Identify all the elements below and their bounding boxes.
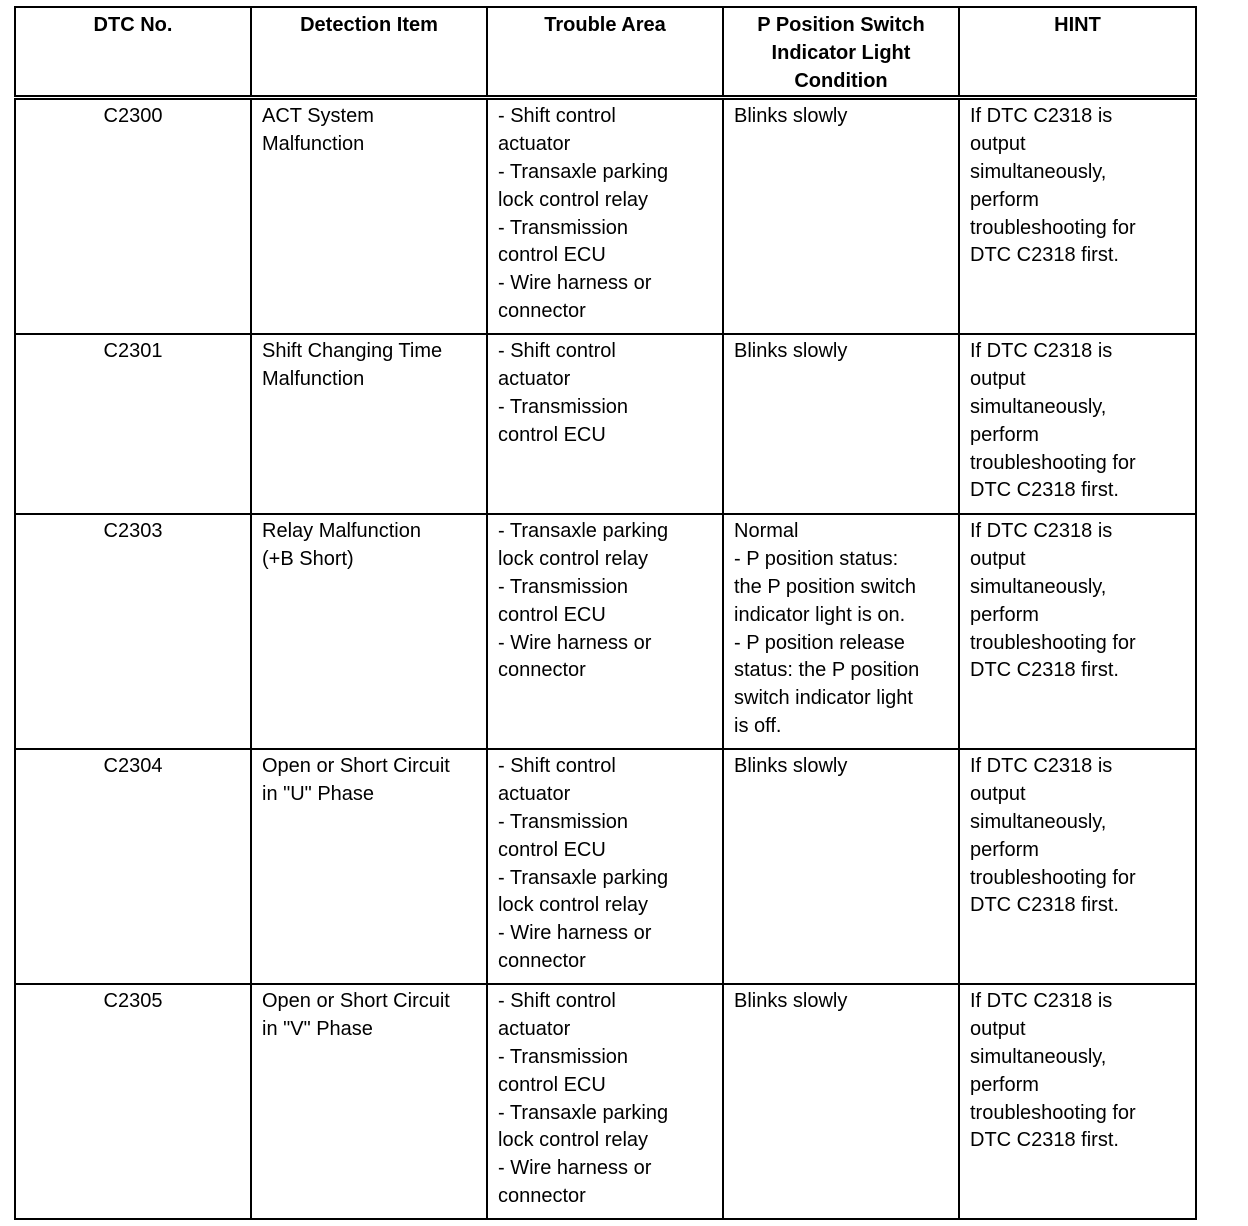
trouble-area-line: - Transmission	[498, 575, 629, 598]
trouble-area-line: actuator	[498, 783, 571, 806]
header-trouble-area: Trouble Area	[487, 7, 723, 98]
trouble-area-cell	[487, 984, 723, 1219]
header-dtc-no: DTC No.	[15, 7, 251, 98]
trouble-area-line: control ECU	[498, 1073, 606, 1096]
indicator-condition-line: switch indicator light	[734, 687, 913, 710]
hint-cell	[959, 514, 1196, 749]
indicator-condition-line: is off.	[734, 714, 782, 737]
trouble-area-line: - Transaxle parking	[498, 160, 669, 183]
trouble-area-line: - Shift control	[498, 755, 616, 778]
header-hint: HINT	[959, 7, 1196, 98]
dtc-cell: C2301	[15, 334, 251, 514]
detection-item-cell	[251, 98, 487, 335]
hint-line: DTC C2318 first.	[970, 894, 1119, 917]
indicator-condition-cell	[723, 98, 959, 335]
hint-cell	[959, 98, 1196, 335]
hint-line: output	[970, 368, 1026, 391]
hint-line: troubleshooting for	[970, 866, 1136, 889]
trouble-area-line: lock control relay	[498, 548, 649, 571]
hint-line: troubleshooting for	[970, 631, 1136, 654]
trouble-area-line: - Shift control	[498, 105, 616, 128]
header-indicator-line: P Position Switch	[757, 14, 925, 36]
hint-cell	[959, 749, 1196, 984]
hint-line: If DTC C2318 is	[970, 755, 1113, 778]
table-body	[15, 98, 1196, 1220]
detection-item-line: Shift Changing Time	[262, 340, 443, 363]
trouble-area-line: connector	[498, 659, 586, 682]
indicator-condition-line: Blinks slowly	[734, 990, 848, 1013]
table-row	[15, 514, 1196, 749]
trouble-area-line: actuator	[498, 1018, 571, 1041]
dtc-cell: C2300	[15, 98, 251, 335]
trouble-area-line: - Shift control	[498, 340, 616, 363]
hint-line: If DTC C2318 is	[970, 520, 1113, 543]
hint-line: If DTC C2318 is	[970, 105, 1113, 128]
trouble-area-line: lock control relay	[498, 894, 649, 917]
trouble-area-line: control ECU	[498, 423, 606, 446]
trouble-area-line: control ECU	[498, 838, 606, 861]
trouble-area-line: - Shift control	[498, 990, 616, 1013]
detection-item-cell	[251, 749, 487, 984]
detection-item-line: Open or Short Circuit	[262, 755, 450, 778]
hint-line: DTC C2318 first.	[970, 244, 1119, 267]
hint-line: perform	[970, 1073, 1039, 1096]
hint-line: troubleshooting for	[970, 1101, 1136, 1124]
dtc-cell: C2305	[15, 984, 251, 1219]
detection-item-line: ACT System	[262, 105, 374, 128]
detection-item-line: Open or Short Circuit	[262, 990, 450, 1013]
indicator-condition-line: Normal	[734, 520, 799, 543]
trouble-area-cell	[487, 98, 723, 335]
trouble-area-line: connector	[498, 1184, 586, 1207]
hint-line: DTC C2318 first.	[970, 659, 1119, 682]
trouble-area-line: - Transmission	[498, 1045, 629, 1068]
hint-line: DTC C2318 first.	[970, 479, 1119, 502]
indicator-condition-line: - P position release	[734, 631, 905, 654]
trouble-area-line: - Transmission	[498, 395, 629, 418]
hint-line: If DTC C2318 is	[970, 340, 1113, 363]
trouble-area-line: - Wire harness or	[498, 1157, 652, 1180]
trouble-area-line: - Wire harness or	[498, 631, 652, 654]
trouble-area-line: lock control relay	[498, 188, 649, 211]
hint-line: output	[970, 783, 1026, 806]
header-indicator-condition	[723, 7, 959, 98]
hint-line: perform	[970, 838, 1039, 861]
detection-item-line: in "U" Phase	[262, 783, 375, 806]
hint-line: output	[970, 133, 1026, 156]
hint-line: perform	[970, 188, 1039, 211]
trouble-area-cell	[487, 514, 723, 749]
table-header-row	[15, 7, 1196, 98]
trouble-area-line: - Wire harness or	[498, 272, 652, 295]
indicator-condition-line: indicator light is on.	[734, 603, 906, 626]
hint-line: output	[970, 1018, 1026, 1041]
indicator-condition-line: status: the P position	[734, 659, 920, 682]
hint-cell	[959, 984, 1196, 1219]
trouble-area-line: actuator	[498, 133, 571, 156]
hint-line: troubleshooting for	[970, 216, 1136, 239]
trouble-area-line: - Transaxle parking	[498, 520, 669, 543]
trouble-area-line: - Transmission	[498, 810, 629, 833]
hint-line: simultaneously,	[970, 395, 1107, 418]
hint-line: simultaneously,	[970, 810, 1107, 833]
trouble-area-line: - Transmission	[498, 216, 629, 239]
indicator-condition-cell	[723, 749, 959, 984]
indicator-condition-cell	[723, 984, 959, 1219]
detection-item-line: Malfunction	[262, 133, 365, 156]
detection-item-line: (+B Short)	[262, 548, 354, 571]
trouble-area-line: - Wire harness or	[498, 922, 652, 945]
indicator-condition-line: the P position switch	[734, 575, 916, 598]
hint-line: If DTC C2318 is	[970, 990, 1113, 1013]
detection-item-line: in "V" Phase	[262, 1018, 373, 1041]
dtc-cell: C2304	[15, 749, 251, 984]
detection-item-cell	[251, 514, 487, 749]
header-detection-item: Detection Item	[251, 7, 487, 98]
trouble-area-line: connector	[498, 299, 586, 322]
hint-line: perform	[970, 423, 1039, 446]
dtc-cell: C2303	[15, 514, 251, 749]
header-indicator-line: Indicator Light	[771, 41, 911, 64]
indicator-condition-line: Blinks slowly	[734, 340, 848, 363]
detection-item-cell	[251, 334, 487, 514]
dtc-table	[14, 6, 1197, 1220]
indicator-condition-line: Blinks slowly	[734, 105, 848, 128]
table-row	[15, 334, 1196, 514]
indicator-condition-line: - P position status:	[734, 548, 899, 571]
hint-line: perform	[970, 603, 1039, 626]
trouble-area-line: lock control relay	[498, 1129, 649, 1152]
hint-line: DTC C2318 first.	[970, 1129, 1119, 1152]
hint-line: output	[970, 548, 1026, 571]
hint-line: simultaneously,	[970, 575, 1107, 598]
trouble-area-line: actuator	[498, 368, 571, 391]
trouble-area-line: - Transaxle parking	[498, 866, 669, 889]
hint-line: simultaneously,	[970, 160, 1107, 183]
detection-item-line: Relay Malfunction	[262, 520, 421, 543]
trouble-area-cell	[487, 749, 723, 984]
indicator-condition-line: Blinks slowly	[734, 755, 848, 778]
trouble-area-cell	[487, 334, 723, 514]
detection-item-line: Malfunction	[262, 368, 365, 391]
indicator-condition-cell	[723, 334, 959, 514]
trouble-area-line: control ECU	[498, 603, 606, 626]
header-indicator-line: Condition	[794, 69, 888, 92]
table-row	[15, 984, 1196, 1219]
table-row	[15, 749, 1196, 984]
hint-cell	[959, 334, 1196, 514]
hint-line: troubleshooting for	[970, 451, 1136, 474]
table-row	[15, 98, 1196, 335]
trouble-area-line: control ECU	[498, 244, 606, 267]
trouble-area-line: connector	[498, 949, 586, 972]
detection-item-cell	[251, 984, 487, 1219]
hint-line: simultaneously,	[970, 1045, 1107, 1068]
trouble-area-line: - Transaxle parking	[498, 1101, 669, 1124]
indicator-condition-cell	[723, 514, 959, 749]
